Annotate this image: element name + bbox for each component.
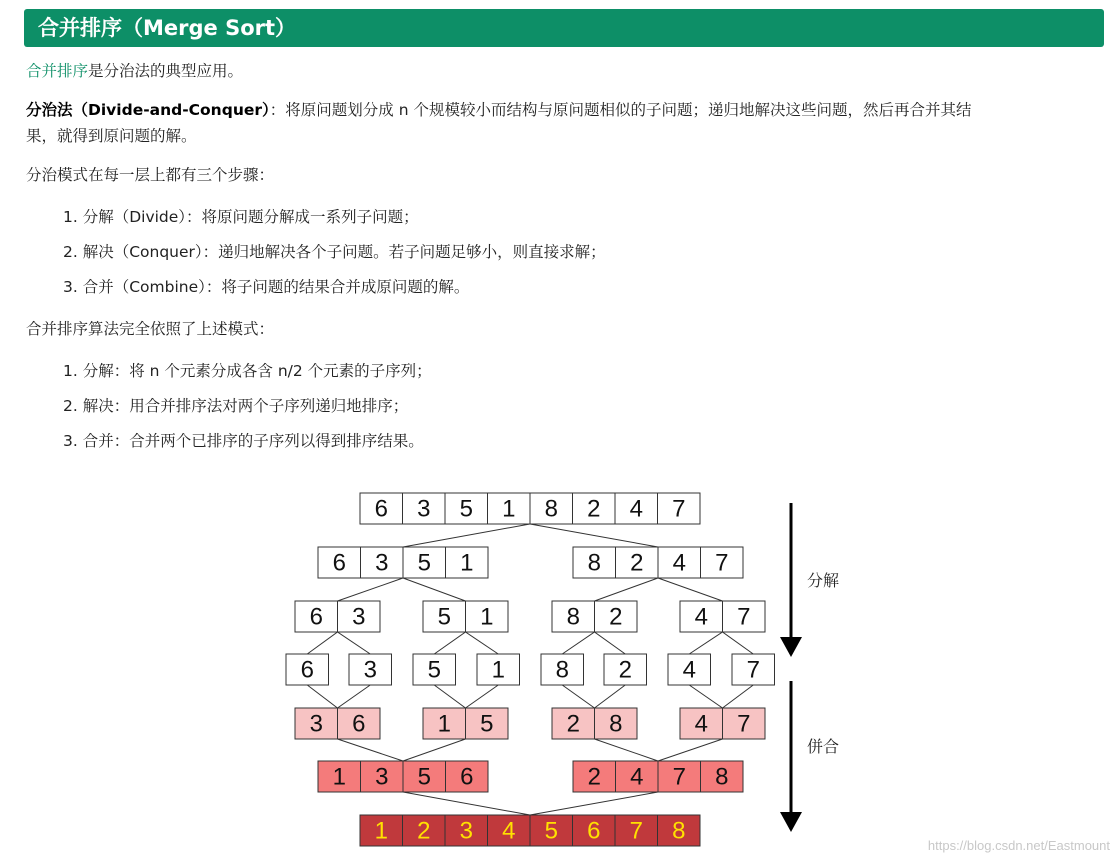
connector-line (530, 792, 658, 815)
section-title: 合并排序（Merge Sort） (38, 16, 297, 40)
cell-value: 5 (427, 656, 441, 684)
cell-value: 7 (629, 817, 643, 845)
cell-value: 1 (502, 495, 516, 523)
cell-value: 1 (374, 817, 388, 845)
cell-value: 7 (746, 656, 760, 684)
connector-line (595, 578, 659, 601)
connector-line (595, 739, 659, 761)
connector-line (723, 685, 754, 708)
cell-value: 7 (737, 603, 751, 631)
definition-line1: ：将原问题划分成 n 个规模较小而结构与原问题相似的子问题；递归地解决这些问题，然后再合并其结 (269, 101, 972, 119)
connector-line (562, 685, 594, 708)
merge-label: 併合 (807, 737, 840, 756)
connector-line (307, 685, 337, 708)
intro-text: 是分治法的典型应用。 (88, 62, 244, 80)
cell-value: 2 (630, 549, 644, 577)
definition-line2: 果，就得到原问题的解。 (26, 127, 197, 145)
connector-line (338, 739, 404, 761)
cell-value: 2 (566, 710, 580, 738)
merge-intro: 合并排序算法完全依照了上述模式： (26, 320, 275, 338)
step-item: 3. 合并（Combine）：将子问题的结果合并成原问题的解。 (63, 278, 470, 296)
merge-step-item: 1. 分解：将 n 个元素分成各含 n/2 个元素的子序列； (63, 362, 432, 380)
cell-value: 3 (375, 763, 389, 791)
merge-sort-link[interactable]: 合并排序 (26, 62, 89, 80)
cell-value: 5 (417, 763, 431, 791)
cell-value: 5 (417, 549, 431, 577)
cell-value: 7 (672, 495, 686, 523)
watermark: https://blog.csdn.net/Eastmount (927, 838, 1110, 853)
cell-value: 6 (332, 549, 346, 577)
connector-line (338, 685, 371, 708)
connector-line (403, 792, 530, 815)
cell-value: 1 (480, 603, 494, 631)
connector-line (403, 578, 466, 601)
cell-value: 8 (555, 656, 569, 684)
merge-step-item: 2. 解决：用合并排序法对两个子序列递归地排序； (63, 397, 409, 415)
cell-value: 5 (544, 817, 558, 845)
cell-value: 4 (672, 549, 686, 577)
divide-arrow-head (780, 637, 802, 657)
cell-value: 6 (300, 656, 314, 684)
cell-value: 1 (332, 763, 346, 791)
merge-step-item: 3. 合并：合并两个已排序的子序列以得到排序结果。 (63, 432, 424, 450)
connector-line (658, 578, 723, 601)
connector-line (466, 685, 499, 708)
connector-line (562, 632, 594, 654)
cell-value: 4 (694, 710, 708, 738)
cell-value: 4 (694, 603, 708, 631)
connector-line (338, 578, 404, 601)
connector-line (689, 632, 722, 654)
cell-value: 3 (417, 495, 431, 523)
cell-value: 6 (309, 603, 323, 631)
connector-line (723, 632, 754, 654)
cell-value: 2 (609, 603, 623, 631)
cell-value: 1 (460, 549, 474, 577)
cell-value: 2 (618, 656, 632, 684)
connector-line (403, 524, 530, 547)
merge-arrow-head (780, 812, 802, 832)
connector-line (403, 739, 466, 761)
cell-value: 2 (587, 763, 601, 791)
cell-value: 5 (437, 603, 451, 631)
cell-value: 4 (630, 763, 644, 791)
cell-value: 8 (587, 549, 601, 577)
step-item: 1. 分解（Divide）：将原问题分解成一系列子问题； (63, 208, 419, 226)
divide-label: 分解 (807, 571, 840, 590)
cell-value: 6 (587, 817, 601, 845)
steps-intro: 分治模式在每一层上都有三个步骤： (26, 166, 275, 184)
cell-value: 8 (672, 817, 686, 845)
connector-line (658, 739, 723, 761)
cell-value: 6 (374, 495, 388, 523)
cell-value: 1 (491, 656, 505, 684)
connector-line (338, 632, 371, 654)
connector-line (689, 685, 722, 708)
cell-value: 4 (502, 817, 516, 845)
cell-value: 5 (459, 495, 473, 523)
connector-line (595, 685, 626, 708)
cell-value: 6 (460, 763, 474, 791)
connector-line (595, 632, 626, 654)
cell-value: 3 (459, 817, 473, 845)
connector-line (307, 632, 337, 654)
cell-value: 3 (363, 656, 377, 684)
cell-value: 3 (352, 603, 366, 631)
cell-value: 4 (682, 656, 696, 684)
step-item: 2. 解决（Conquer）：递归地解决各个子问题。若子问题足够小，则直接求解； (63, 243, 606, 261)
cell-value: 2 (587, 495, 601, 523)
connector-line (434, 632, 465, 654)
cell-value: 8 (566, 603, 580, 631)
cell-value: 7 (715, 549, 729, 577)
cell-value: 8 (544, 495, 558, 523)
connector-line (530, 524, 658, 547)
definition-term: 分治法（Divide-and-Conquer） (26, 101, 270, 119)
cell-value: 3 (375, 549, 389, 577)
cell-value: 1 (437, 710, 451, 738)
cell-value: 8 (609, 710, 623, 738)
cell-value: 4 (629, 495, 643, 523)
cell-value: 7 (737, 710, 751, 738)
connector-line (466, 632, 499, 654)
connector-line (434, 685, 465, 708)
cell-value: 6 (352, 710, 366, 738)
cell-value: 8 (715, 763, 729, 791)
cell-value: 3 (309, 710, 323, 738)
cell-value: 2 (417, 817, 431, 845)
cell-value: 5 (480, 710, 494, 738)
cell-value: 7 (672, 763, 686, 791)
